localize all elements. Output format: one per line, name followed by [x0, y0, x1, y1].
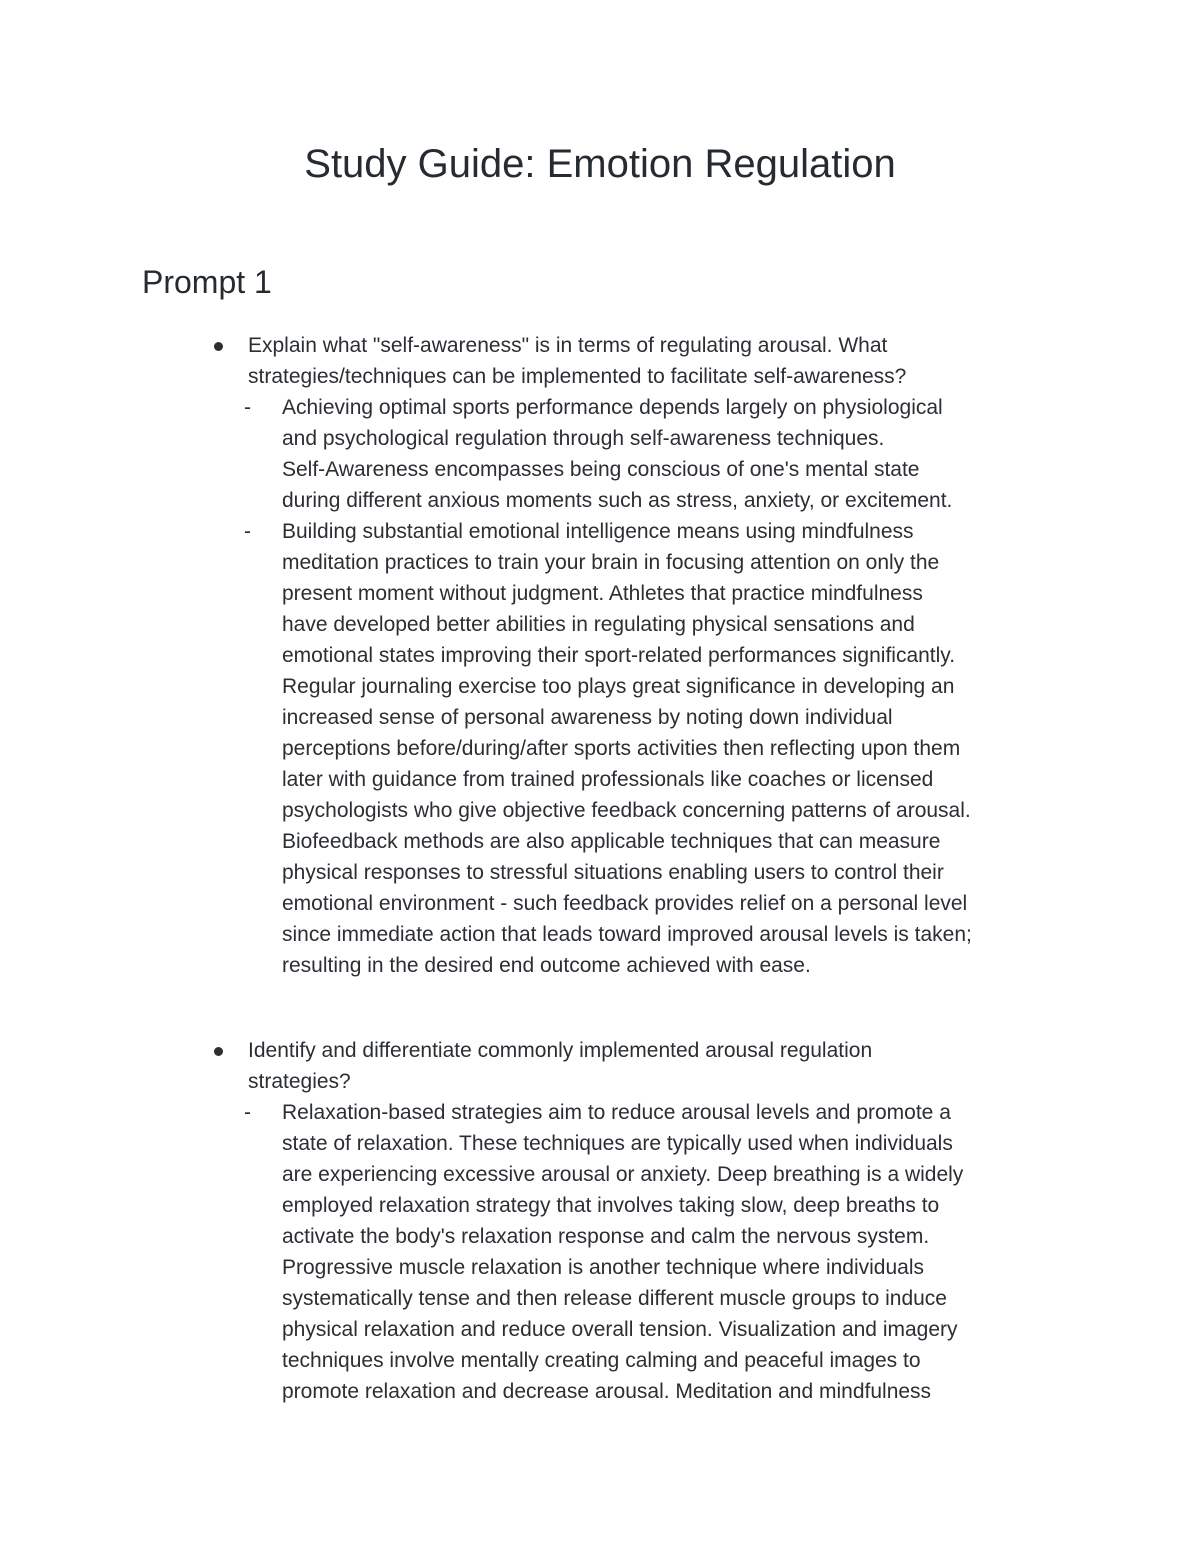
text-line: later with guidance from trained professionals like coaches or licensed — [282, 768, 934, 791]
bullet-question-1 — [0, 330, 1200, 392]
text-line: physical relaxation and reduce overall tension. Visualization and imagery — [282, 1318, 958, 1341]
text-line: emotional environment - such feedback provides relief on a personal level — [282, 892, 968, 915]
text-line: activate the body's relaxation response and calm the nervous system. — [282, 1225, 930, 1248]
text-line: systematically tense and then release different muscle groups to induce — [282, 1287, 947, 1310]
text-line: psychologists who give objective feedback concerning patterns of arousal. — [282, 799, 971, 822]
text-line: Regular journaling exercise too plays great significance in developing an — [282, 675, 955, 698]
bullet-question-text — [248, 330, 1068, 392]
text-line: perceptions before/during/after sports activities then reflecting upon them — [282, 737, 961, 760]
text-line: Building substantial emotional intelligence means using mindfulness — [282, 520, 914, 543]
text-line: Achieving optimal sports performance depends largely on physiological — [282, 396, 943, 419]
bullet-dot-icon — [214, 1047, 223, 1056]
text-line: are experiencing excessive arousal or anxiety. Deep breathing is a widely — [282, 1163, 964, 1186]
section-heading: Prompt 1 — [142, 264, 272, 300]
text-line: present moment without judgment. Athletes that practice mindfulness — [282, 582, 923, 605]
text-line: physical responses to stressful situations enabling users to control their — [282, 861, 944, 884]
answer-text — [282, 1097, 1072, 1407]
text-line: Self-Awareness encompasses being conscious of one's mental state — [282, 458, 920, 481]
text-line: strategies/techniques can be implemented to facilitate self-awareness? — [248, 365, 907, 388]
text-line: employed relaxation strategy that involves taking slow, deep breaths to — [282, 1194, 940, 1217]
bullet-item-2 — [0, 1035, 1200, 1407]
answer-item-2-1 — [0, 1097, 1200, 1407]
text-line: increased sense of personal awareness by noting down individual — [282, 706, 893, 729]
text-line: Biofeedback methods are also applicable techniques that can measure — [282, 830, 941, 853]
bullet-question-2 — [0, 1035, 1200, 1097]
answer-text — [282, 392, 1072, 516]
bullet-item-1 — [0, 330, 1200, 981]
text-line: strategies? — [248, 1070, 351, 1093]
text-line: emotional states improving their sport-related performances significantly. — [282, 644, 956, 667]
text-line: techniques involve mentally creating calming and peaceful images to — [282, 1349, 921, 1372]
text-line: promote relaxation and decrease arousal. Meditation and mindfulness — [282, 1380, 932, 1403]
answer-item-1-2 — [0, 516, 1200, 981]
document-title: Study Guide: Emotion Regulation — [304, 142, 896, 186]
answer-text — [282, 516, 1072, 981]
text-line: Explain what "self-awareness" is in terms of regulating arousal. What — [248, 334, 888, 357]
text-line: state of relaxation. These techniques are typically used when individuals — [282, 1132, 953, 1155]
dash-marker: - — [244, 520, 251, 543]
text-line: during different anxious moments such as stress, anxiety, or excitement. — [282, 489, 953, 512]
text-line: Progressive muscle relaxation is another technique where individuals — [282, 1256, 925, 1279]
bullet-dot-icon — [214, 342, 223, 351]
text-line: since immediate action that leads toward improved arousal levels is taken; — [282, 923, 972, 946]
answer-item-1-1 — [0, 392, 1200, 516]
text-line: and psychological regulation through self-awareness techniques. — [282, 427, 885, 450]
text-line: Relaxation-based strategies aim to reduce arousal levels and promote a — [282, 1101, 951, 1124]
dash-marker: - — [244, 396, 251, 419]
text-line: Identify and differentiate commonly implemented arousal regulation — [248, 1039, 873, 1062]
bullet-question-text — [248, 1035, 1068, 1097]
text-line: resulting in the desired end outcome achieved with ease. — [282, 954, 811, 977]
text-line: meditation practices to train your brain in focusing attention on only the — [282, 551, 940, 574]
text-line: have developed better abilities in regulating physical sensations and — [282, 613, 915, 636]
dash-marker: - — [244, 1101, 251, 1124]
